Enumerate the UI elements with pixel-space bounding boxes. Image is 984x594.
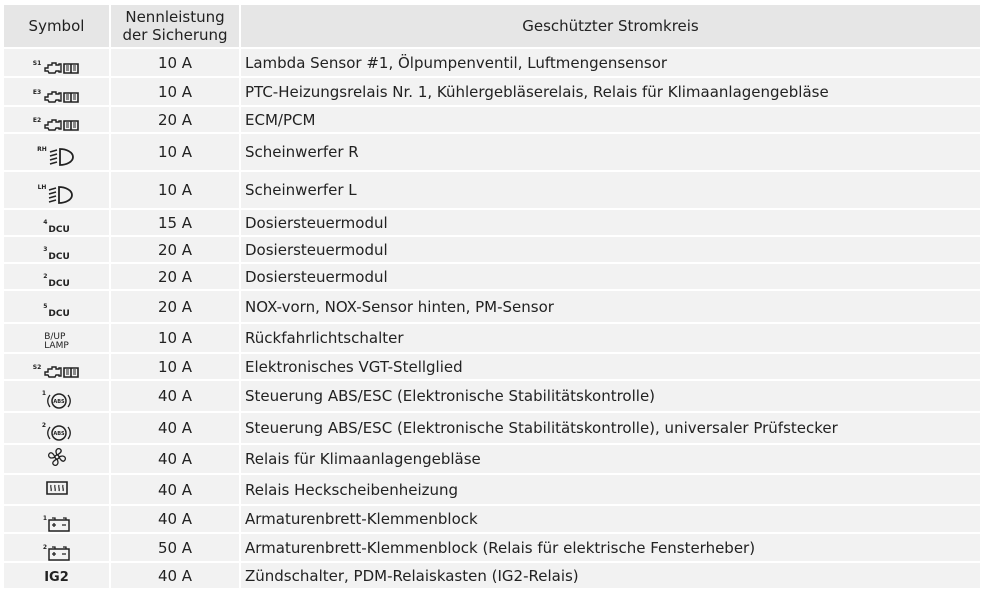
rating-cell: 20 A — [110, 106, 240, 133]
symbol-cell — [3, 380, 110, 412]
circuit-cell: Relais für Klimaanlagengebläse — [240, 444, 981, 474]
bup-label: B/UP — [44, 332, 66, 342]
symbol-cell — [3, 236, 110, 263]
symbol-superscript: 2 — [41, 422, 47, 429]
symbol-cell — [3, 505, 110, 533]
dcu-label: DCU — [48, 252, 70, 262]
engine-book-icon — [33, 118, 80, 132]
svg-text:ABS: ABS — [53, 399, 65, 405]
symbol-cell — [3, 353, 110, 380]
rating-cell: 10 A — [110, 48, 240, 77]
symbol-cell — [3, 48, 110, 77]
engine-book-icon — [33, 61, 81, 75]
circuit-cell: Dosiersteuermodul — [240, 209, 981, 236]
circuit-cell: Dosiersteuermodul — [240, 263, 981, 290]
dcu-label: DCU — [48, 309, 70, 319]
symbol-cell — [3, 106, 110, 133]
table-row — [3, 209, 981, 236]
symbol-cell — [3, 77, 110, 106]
table-row — [3, 236, 981, 263]
table-row — [3, 133, 981, 171]
circuit-cell: Armaturenbrett-Klemmenblock — [240, 505, 981, 533]
rating-cell: 20 A — [110, 263, 240, 290]
rear-defrost-icon — [44, 479, 70, 497]
symbol-superscript: E3 — [32, 88, 42, 96]
symbol-superscript: 1 — [41, 390, 47, 397]
circuit-cell: PTC-Heizungsrelais Nr. 1, Kühlergebläserelais, Relais für Klimaanlagengebläse — [240, 77, 981, 106]
symbol-superscript: 1 — [42, 515, 48, 522]
table-row — [3, 444, 981, 474]
symbol-cell — [3, 263, 110, 290]
header-rating-line2: der Sicherung — [122, 26, 228, 44]
symbol-cell — [3, 133, 110, 171]
circuit-cell: Scheinwerfer R — [240, 133, 981, 171]
dcu-text — [43, 304, 70, 319]
rating-cell: 40 A — [110, 412, 240, 444]
svg-text:ABS: ABS — [53, 431, 65, 437]
rating-cell: 40 A — [110, 444, 240, 474]
battery-icon — [43, 516, 70, 532]
dcu-text — [43, 220, 70, 235]
table-row — [3, 171, 981, 209]
dcu-text — [43, 247, 70, 262]
circuit-cell: ECM/PCM — [240, 106, 981, 133]
symbol-cell — [3, 444, 110, 474]
rating-cell: 10 A — [110, 323, 240, 353]
symbol-superscript: RH — [37, 146, 47, 153]
circuit-cell: Dosiersteuermodul — [240, 236, 981, 263]
table-row — [3, 505, 981, 533]
circuit-cell: Steuerung ABS/ESC (Elektronische Stabilitätskontrolle) — [240, 380, 981, 412]
circuit-cell: Rückfahrlichtschalter — [240, 323, 981, 353]
symbol-cell — [3, 171, 110, 209]
rating-cell: 10 A — [110, 77, 240, 106]
table-row — [3, 562, 981, 589]
rating-cell: 20 A — [110, 236, 240, 263]
headlamp-icon — [37, 147, 76, 167]
symbol-superscript: LH — [37, 184, 47, 191]
rating-cell: 15 A — [110, 209, 240, 236]
bup-lamp-text — [44, 333, 69, 351]
table-row — [3, 290, 981, 323]
battery-icon — [43, 545, 70, 561]
rating-cell: 10 A — [110, 171, 240, 209]
ig2-label: IG2 — [44, 569, 69, 585]
header-symbol: Symbol — [3, 4, 110, 48]
circuit-cell: Lambda Sensor #1, Ölpumpenventil, Luftmengensensor — [240, 48, 981, 77]
ig2-text — [44, 570, 69, 585]
symbol-superscript: 3 — [43, 246, 48, 253]
symbol-cell — [3, 290, 110, 323]
rating-cell: 10 A — [110, 353, 240, 380]
dcu-text — [43, 274, 70, 289]
symbol-cell — [3, 323, 110, 353]
table-row — [3, 323, 981, 353]
symbol-superscript: 2 — [43, 273, 48, 280]
header-circuit: Geschützter Stromkreis — [240, 4, 981, 48]
abs-icon — [42, 391, 71, 411]
dcu-label: DCU — [48, 225, 70, 235]
fuse-rows — [3, 48, 981, 589]
rating-cell: 10 A — [110, 133, 240, 171]
symbol-superscript: S2 — [32, 363, 42, 371]
table-row — [3, 48, 981, 77]
table-row — [3, 533, 981, 562]
table-row — [3, 380, 981, 412]
fan-icon — [46, 446, 68, 468]
dcu-label: DCU — [48, 279, 70, 289]
symbol-superscript: 4 — [43, 219, 48, 226]
engine-book-icon — [33, 90, 80, 104]
rating-cell: 40 A — [110, 505, 240, 533]
header-rating-line1: Nennleistung — [125, 8, 225, 26]
circuit-cell: Armaturenbrett-Klemmenblock (Relais für elektrische Fensterheber) — [240, 533, 981, 562]
table-row — [3, 474, 981, 505]
rating-cell: 50 A — [110, 533, 240, 562]
table-row — [3, 412, 981, 444]
symbol-cell — [3, 533, 110, 562]
table-row — [3, 263, 981, 290]
table-row — [3, 353, 981, 380]
table-row — [3, 106, 981, 133]
headlamp-icon — [38, 185, 76, 205]
symbol-superscript: E2 — [32, 116, 42, 124]
circuit-cell: NOX-vorn, NOX-Sensor hinten, PM-Sensor — [240, 290, 981, 323]
abs-icon — [42, 423, 71, 443]
rating-cell: 40 A — [110, 380, 240, 412]
header-rating — [110, 4, 240, 48]
circuit-cell: Elektronisches VGT-Stellglied — [240, 353, 981, 380]
rating-cell: 20 A — [110, 290, 240, 323]
symbol-superscript: S1 — [32, 59, 42, 67]
circuit-cell: Zündschalter, PDM-Relaiskasten (IG2-Relais) — [240, 562, 981, 589]
symbol-superscript: 2 — [42, 543, 48, 551]
rating-cell: 40 A — [110, 562, 240, 589]
circuit-cell: Scheinwerfer L — [240, 171, 981, 209]
symbol-superscript: 5 — [43, 303, 48, 310]
symbol-cell — [3, 209, 110, 236]
circuit-cell: Steuerung ABS/ESC (Elektronische Stabilitätskontrolle), universaler Prüfstecker — [240, 412, 981, 444]
rating-cell: 40 A — [110, 474, 240, 505]
lamp-label: LAMP — [44, 341, 69, 351]
table-row — [3, 77, 981, 106]
circuit-cell: Relais Heckscheibenheizung — [240, 474, 981, 505]
bup-lamp-label — [44, 333, 69, 351]
symbol-cell — [3, 474, 110, 505]
symbol-cell — [3, 562, 110, 589]
fuse-table — [2, 3, 982, 590]
symbol-cell — [3, 412, 110, 444]
header-row — [3, 4, 981, 48]
engine-book-icon — [33, 365, 81, 379]
